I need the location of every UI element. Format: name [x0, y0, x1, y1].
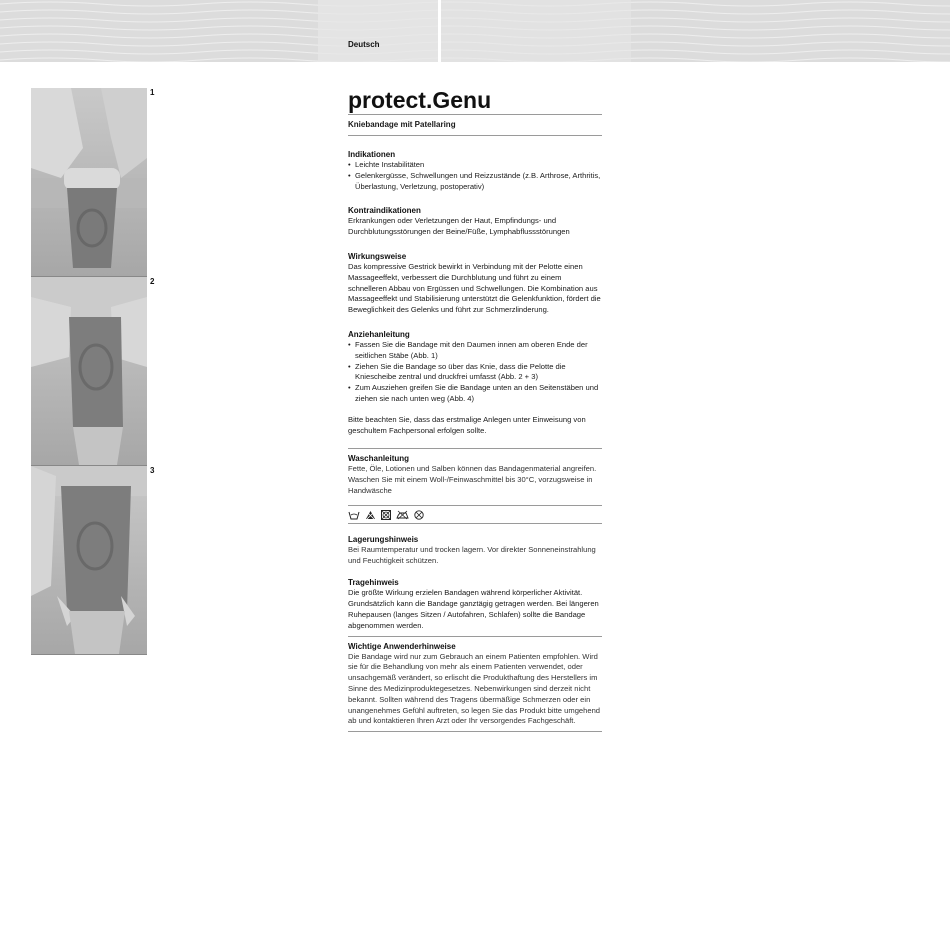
wearing-heading: Tragehinweis: [348, 578, 399, 588]
no-iron-icon: [396, 510, 409, 520]
figure-3-number: 3: [150, 466, 155, 475]
wearing-text: Die größte Wirkung erzielen Bandagen während körperlicher Aktivität. Grundsätzlich kann die Bandage ganztägig getragen werden. Bei längeren Ruhepausen (langes Sitzen / Autofahren, Schlafen) sollte die Bandage abgenommen werden.: [348, 588, 599, 630]
divider: [348, 523, 602, 524]
contraindications-heading: Kontraindikationen: [348, 206, 421, 216]
language-label: Deutsch: [348, 40, 380, 49]
no-bleach-icon: [365, 510, 376, 520]
user-notes-heading: Wichtige Anwenderhinweise: [348, 641, 456, 651]
divider: [348, 448, 602, 449]
list-item: • Zum Ausziehen greifen Sie die Bandage unten an den Seitenstäben und ziehen sie nach unten weg (Abb. 4): [348, 383, 602, 405]
instructions-section: [348, 329, 602, 405]
user-notes-section: [348, 641, 602, 728]
no-tumble-dry-icon: [381, 510, 391, 520]
mode-of-action-text: Das kompressive Gestrick bewirkt in Verbindung mit der Pelotte einen Massageeffekt, verbessert die Durchblutung und führt zu einem schnelleren Abbau von Ergüssen und Schwellungen. Die Kombination aus Massageeffekt und Stabilisierung unterstützt die Gelenkfunktion, fördert die Beweglichkeit des Gelenks und führt zur Schmerzlinderung.: [348, 261, 601, 315]
divider: [348, 731, 602, 732]
list-item: • Fassen Sie die Bandage mit den Daumen innen am oberen Ende der seitlichen Stäbe (Abb. 1): [348, 340, 602, 362]
figure-2-number: 2: [150, 277, 155, 286]
no-dry-clean-icon: [414, 510, 424, 520]
washing-heading: Waschanleitung: [348, 454, 410, 464]
product-text: [348, 86, 602, 732]
user-notes-text: Die Bandage wird nur zum Gebrauch an einem Patienten empfohlen. Wird sie für die Behandlung von mehr als einem Patienten verwendet, oder unsachgemäß verändert, so erlischt die Produkthaftung des Herstellers im Sinne des Medizinproduktegesetzes. Nebenwirkungen sind derzeit nicht bekannt. Sollten während des Tragens übermäßige Schmerzen oder ein unangenehmes Gefühl auftreten, so legen Sie das Produkt bitte umgehend ab und kontaktieren Ihren Arzt oder Ihr versorgendes Fachgeschäft.: [348, 651, 601, 726]
figure-1-image: [31, 88, 147, 277]
contraindications-text: Erkrankungen oder Verletzungen der Haut, Empfindungs- und Durchblutungsstörungen der Beine/Füße, Lymphabflussstörungen: [348, 216, 570, 237]
divider: [348, 135, 602, 136]
instructions-note-section: [348, 415, 602, 437]
hand-wash-icon: [348, 510, 360, 520]
list-item: • Gelenkergüsse, Schwellungen und Reizzustände (z.B. Arthrose, Arthritis, Überlastung, Verletzung, postoperativ): [348, 171, 602, 193]
figure-3-image: [31, 466, 147, 655]
figure-1-number: 1: [150, 88, 155, 97]
divider: [348, 636, 602, 637]
wave-pattern: [0, 0, 950, 62]
list-item: • Ziehen Sie die Bandage so über das Knie, dass die Pelotte die Kniescheibe zentral und druckfrei umfasst (Abb. 2 + 3): [348, 362, 602, 384]
storage-heading: Lagerungshinweis: [348, 534, 419, 544]
indications-section: [348, 149, 602, 192]
indications-list: [348, 160, 602, 192]
instructions-note: Bitte beachten Sie, dass das erstmalige Anlegen unter Einweisung von geschultem Fachpersonal erfolgen sollte.: [348, 414, 586, 435]
indications-heading: Indikationen: [348, 150, 396, 159]
washing-text: Fette, Öle, Lotionen und Salben können das Bandagenmaterial angreifen. Waschen Sie mit einem Woll-/Feinwaschmittel bis 30°C, vorzugsweise in Handwäsche: [348, 464, 597, 495]
care-icons: [348, 506, 602, 523]
product-title: protect.Genu: [348, 87, 492, 113]
instructions-list: [348, 340, 602, 405]
storage-text: Bei Raumtemperatur und trocken lagern. Vor direkter Sonneneinstrahlung und Feuchtigkeit schützen.: [348, 544, 596, 565]
figure-2-image: [31, 277, 147, 466]
storage-section: [348, 534, 602, 567]
product-subtitle: Kniebandage mit Patellaring: [348, 120, 456, 129]
mode-of-action-section: [348, 251, 602, 316]
wearing-section: [348, 577, 602, 631]
contraindications-section: [348, 205, 602, 238]
washing-section: [348, 453, 602, 496]
mode-of-action-heading: Wirkungsweise: [348, 251, 407, 261]
instructions-heading: Anziehanleitung: [348, 329, 410, 339]
header-band: [0, 0, 950, 62]
list-item: • Leichte Instabilitäten: [348, 160, 602, 171]
